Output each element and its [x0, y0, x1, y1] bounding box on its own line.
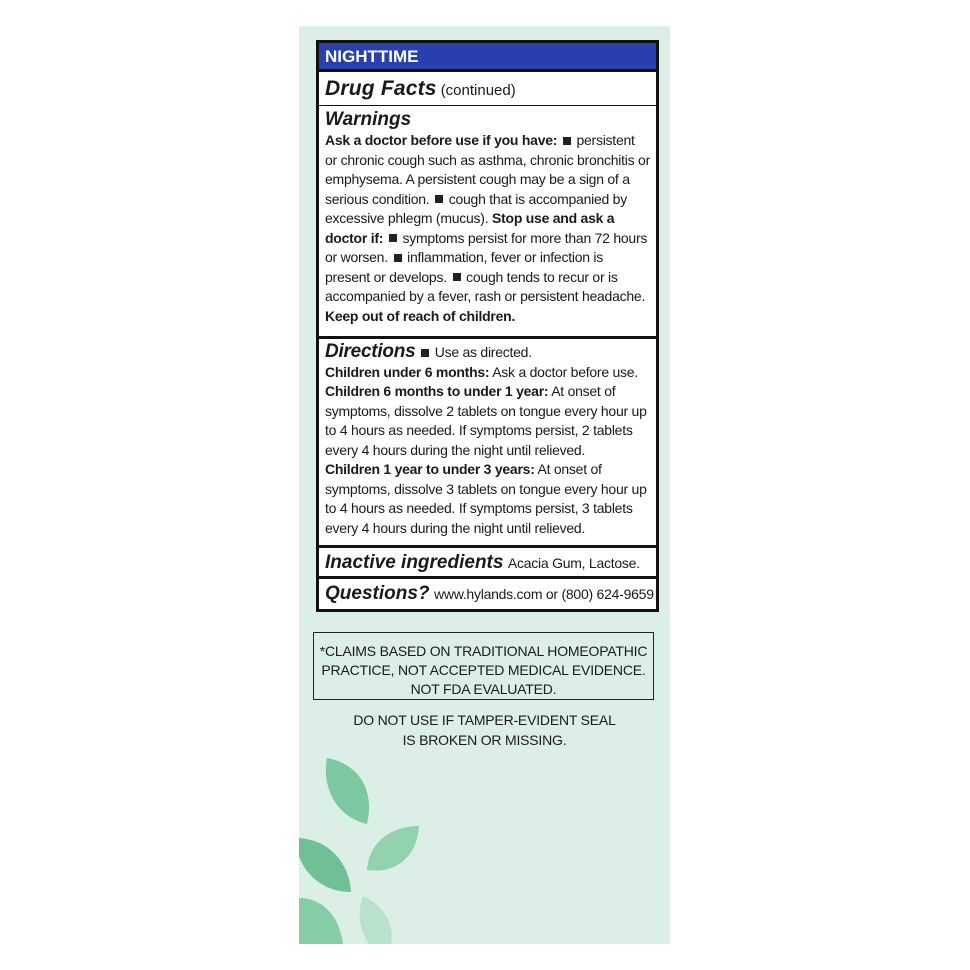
claims-line: *CLAIMS BASED ON TRADITIONAL HOMEOPATHIC — [319, 643, 648, 659]
leaf-shape — [326, 758, 369, 824]
directions-text — [325, 342, 650, 538]
ask-doctor-label: Ask a doctor before use if you have: — [325, 132, 558, 148]
bullet-square-icon — [394, 254, 402, 262]
tamper-seal-notice — [299, 710, 670, 750]
bullet-square-icon — [389, 234, 397, 242]
leaf-shape — [299, 898, 343, 944]
warning-item: symptoms persist for more than 72 hours or worsen. — [325, 229, 648, 265]
six-months-to-1-year-label: Children 6 months to under 1 year: — [325, 383, 549, 399]
drug-facts-title: Drug Facts — [325, 77, 437, 100]
directions-heading: Directions — [325, 341, 416, 362]
under-6-months-text: Ask a doctor before use. — [492, 363, 638, 380]
one-to-3-years-text: At onset of symptoms, dissolve 3 tablets on tongue every hour up to 4 hours as needed. If symptoms persist, 3 tablets every 4 hours during the night until relieved. — [325, 461, 647, 536]
seal-line: IS BROKEN OR MISSING. — [402, 732, 567, 748]
claims-disclaimer-box — [313, 632, 654, 700]
questions-section — [319, 579, 656, 607]
directions-intro: Use as directed. — [434, 344, 532, 360]
keep-out-of-reach: Keep out of reach of children. — [325, 307, 516, 324]
six-months-to-1-year-text: At onset of symptoms, dissolve 2 tablets on tongue every hour up to 4 hours as needed. If symptoms persist, 2 tablets every 4 hours during the night until relieved. — [325, 383, 647, 458]
one-to-3-years-label: Children 1 year to under 3 years: — [325, 461, 535, 477]
leaf-shape — [367, 826, 419, 871]
warning-item: inflammation, fever or infection is present or develops. — [325, 249, 604, 285]
leaf-shape — [299, 838, 351, 892]
bullet-square-icon — [421, 349, 429, 357]
under-6-months-label: Children under 6 months: — [325, 363, 490, 380]
seal-line: DO NOT USE IF TAMPER-EVIDENT SEAL — [353, 712, 616, 728]
directions-section — [319, 339, 656, 548]
drug-facts-title-row — [319, 72, 656, 106]
inactive-text: Acacia Gum, Lactose. — [507, 555, 640, 571]
inactive-ingredients-section — [319, 548, 656, 579]
bullet-square-icon — [563, 137, 571, 145]
claims-line: NOT FDA EVALUATED. — [410, 681, 557, 697]
leaf-decoration-icon — [299, 746, 429, 944]
warnings-section — [319, 106, 656, 339]
leaf-shape — [360, 896, 392, 944]
warning-item: persistent or chronic cough such as asthma, chronic bronchitis or emphysema. A persistent cough may be a sign of a serious condition. — [325, 132, 650, 207]
nighttime-band: NIGHTTIME — [319, 43, 656, 72]
warnings-text — [325, 131, 650, 326]
bullet-square-icon — [435, 195, 443, 203]
stop-use-label: Stop use and ask a doctor if: — [325, 210, 615, 246]
questions-text: www.hylands.com or (800) 624-9659 — [433, 586, 654, 602]
warning-item: cough that is accompanied by excessive phlegm (mucus). — [325, 190, 627, 226]
bullet-square-icon — [453, 273, 461, 281]
claims-line: PRACTICE, NOT ACCEPTED MEDICAL EVIDENCE. — [321, 662, 646, 678]
package-panel — [299, 26, 670, 944]
warnings-heading: Warnings — [325, 109, 412, 130]
drug-facts-box — [316, 40, 659, 612]
questions-heading: Questions? — [325, 583, 430, 604]
inactive-heading: Inactive ingredients — [325, 552, 504, 573]
continued-label: (continued) — [440, 82, 516, 99]
warning-item: cough tends to recur or is accompanied by a fever, rash or persistent headache. — [325, 268, 646, 304]
